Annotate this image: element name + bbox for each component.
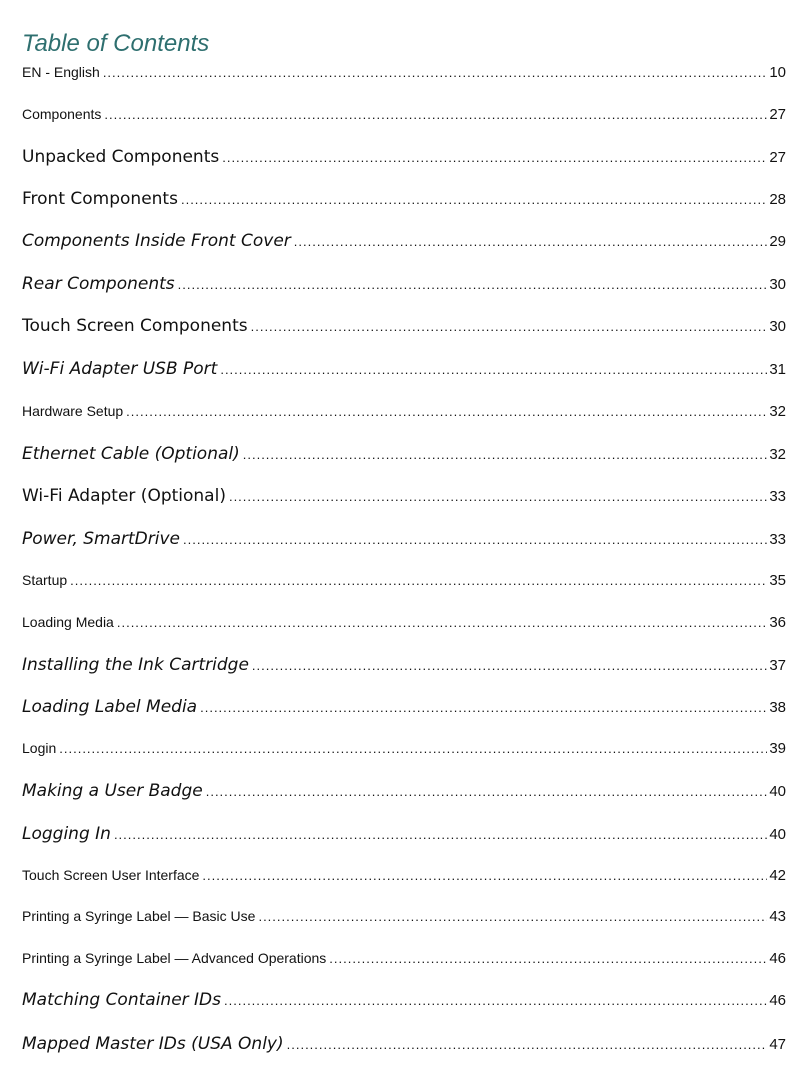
- toc-entry[interactable]: [22, 189, 786, 209]
- toc-entry-label: Front Components: [22, 189, 178, 209]
- dot-leader: [183, 532, 767, 547]
- toc-page-number: 36: [769, 614, 786, 631]
- toc-entry[interactable]: [22, 316, 786, 336]
- toc-page-number: 40: [769, 783, 786, 800]
- toc-page-number: 30: [769, 318, 786, 335]
- dot-leader: [258, 909, 767, 924]
- dot-leader: [222, 150, 767, 165]
- toc-page-number: 29: [769, 233, 786, 250]
- dot-leader: [224, 993, 767, 1008]
- toc-entry-label: Components: [22, 106, 102, 122]
- toc-page-number: 40: [769, 826, 786, 843]
- toc-entry-label: Unpacked Components: [22, 147, 220, 167]
- toc-entry-label: Ethernet Cable (Optional): [22, 444, 240, 464]
- toc-entry-label: Startup: [22, 572, 68, 588]
- toc-entry-label: Printing a Syringe Label — Advanced Operations: [22, 950, 327, 966]
- dot-leader: [200, 700, 767, 715]
- toc-page-number: 47: [769, 1036, 786, 1053]
- toc-page-number: 27: [769, 106, 786, 123]
- toc-entry[interactable]: [22, 950, 786, 967]
- toc-entry-label: Wi-Fi Adapter (Optional): [22, 486, 226, 506]
- toc-entry[interactable]: [22, 572, 786, 589]
- dot-leader: [59, 741, 767, 756]
- toc-page-number: 33: [769, 531, 786, 548]
- dot-leader: [117, 615, 767, 630]
- dot-leader: [103, 65, 768, 80]
- toc-entry[interactable]: [22, 781, 786, 801]
- toc-title: Table of Contents: [22, 30, 210, 57]
- dot-leader: [252, 658, 767, 673]
- toc-entry-label: EN - English: [22, 64, 100, 80]
- dot-leader: [114, 827, 767, 842]
- toc-entry[interactable]: [22, 867, 786, 884]
- toc-entry[interactable]: [22, 274, 786, 294]
- dot-leader: [294, 234, 768, 249]
- dot-leader: [220, 362, 767, 377]
- toc-entry-label: Touch Screen Components: [22, 316, 248, 336]
- toc-entry[interactable]: [22, 486, 786, 506]
- toc-entry[interactable]: [22, 359, 786, 379]
- toc-entry[interactable]: [22, 147, 786, 167]
- toc-entry-label: Hardware Setup: [22, 403, 124, 419]
- toc-page-number: 46: [769, 950, 786, 967]
- toc-entry[interactable]: [22, 106, 786, 123]
- toc-entry[interactable]: [22, 64, 786, 81]
- dot-leader: [229, 489, 767, 504]
- toc-page-number: 37: [769, 657, 786, 674]
- dot-leader: [126, 404, 767, 419]
- toc-entry-label: Loading Media: [22, 614, 114, 630]
- toc-entry[interactable]: [22, 824, 786, 844]
- toc-entry[interactable]: [22, 655, 786, 675]
- toc-entry-label: Loading Label Media: [22, 697, 198, 717]
- toc-entry-label: Making a User Badge: [22, 781, 203, 801]
- toc-page-number: 32: [769, 446, 786, 463]
- toc-entry-label: Components Inside Front Cover: [22, 231, 291, 251]
- toc-page-number: 46: [769, 992, 786, 1009]
- toc-entry-label: Login: [22, 740, 57, 756]
- toc-page-number: 32: [769, 403, 786, 420]
- dot-leader: [329, 951, 767, 966]
- toc-entry-label: Matching Container IDs: [22, 990, 222, 1010]
- toc-entry[interactable]: [22, 697, 786, 717]
- toc-entry[interactable]: [22, 908, 786, 925]
- dot-leader: [178, 277, 768, 292]
- dot-leader: [287, 1037, 768, 1052]
- toc-page-number: 39: [769, 740, 786, 757]
- toc-entry-label: Rear Components: [22, 274, 175, 294]
- dot-leader: [206, 784, 768, 799]
- toc-entry[interactable]: [22, 990, 786, 1010]
- toc-page-number: 28: [769, 191, 786, 208]
- toc-page-number: 10: [769, 64, 786, 81]
- dot-leader: [202, 868, 767, 883]
- dot-leader: [181, 192, 767, 207]
- toc-page-number: 35: [769, 572, 786, 589]
- toc-entry[interactable]: [22, 614, 786, 631]
- toc-entry[interactable]: [22, 403, 786, 420]
- dot-leader: [251, 319, 768, 334]
- toc-entry-label: Wi-Fi Adapter USB Port: [22, 359, 218, 379]
- toc-page-number: 27: [769, 149, 786, 166]
- toc-entry[interactable]: [22, 1034, 786, 1054]
- toc-page-number: 42: [769, 867, 786, 884]
- toc-entry[interactable]: [22, 529, 786, 549]
- toc-entry[interactable]: [22, 231, 786, 251]
- toc-entry-label: Logging In: [22, 824, 111, 844]
- dot-leader: [104, 107, 767, 122]
- toc-entry-label: Power, SmartDrive: [22, 529, 180, 549]
- toc-entry-label: Installing the Ink Cartridge: [22, 655, 249, 675]
- toc-entry-label: Mapped Master IDs (USA Only): [22, 1034, 284, 1054]
- toc-page-number: 43: [769, 908, 786, 925]
- dot-leader: [243, 447, 768, 462]
- toc-page-number: 31: [769, 361, 786, 378]
- toc-entry-label: Touch Screen User Interface: [22, 867, 200, 883]
- toc-page-number: 30: [769, 276, 786, 293]
- toc-entry[interactable]: [22, 740, 786, 757]
- toc-entry[interactable]: [22, 444, 786, 464]
- toc-page-number: 38: [769, 699, 786, 716]
- toc-page-number: 33: [769, 488, 786, 505]
- toc-entry-label: Printing a Syringe Label — Basic Use: [22, 908, 256, 924]
- dot-leader: [70, 573, 767, 588]
